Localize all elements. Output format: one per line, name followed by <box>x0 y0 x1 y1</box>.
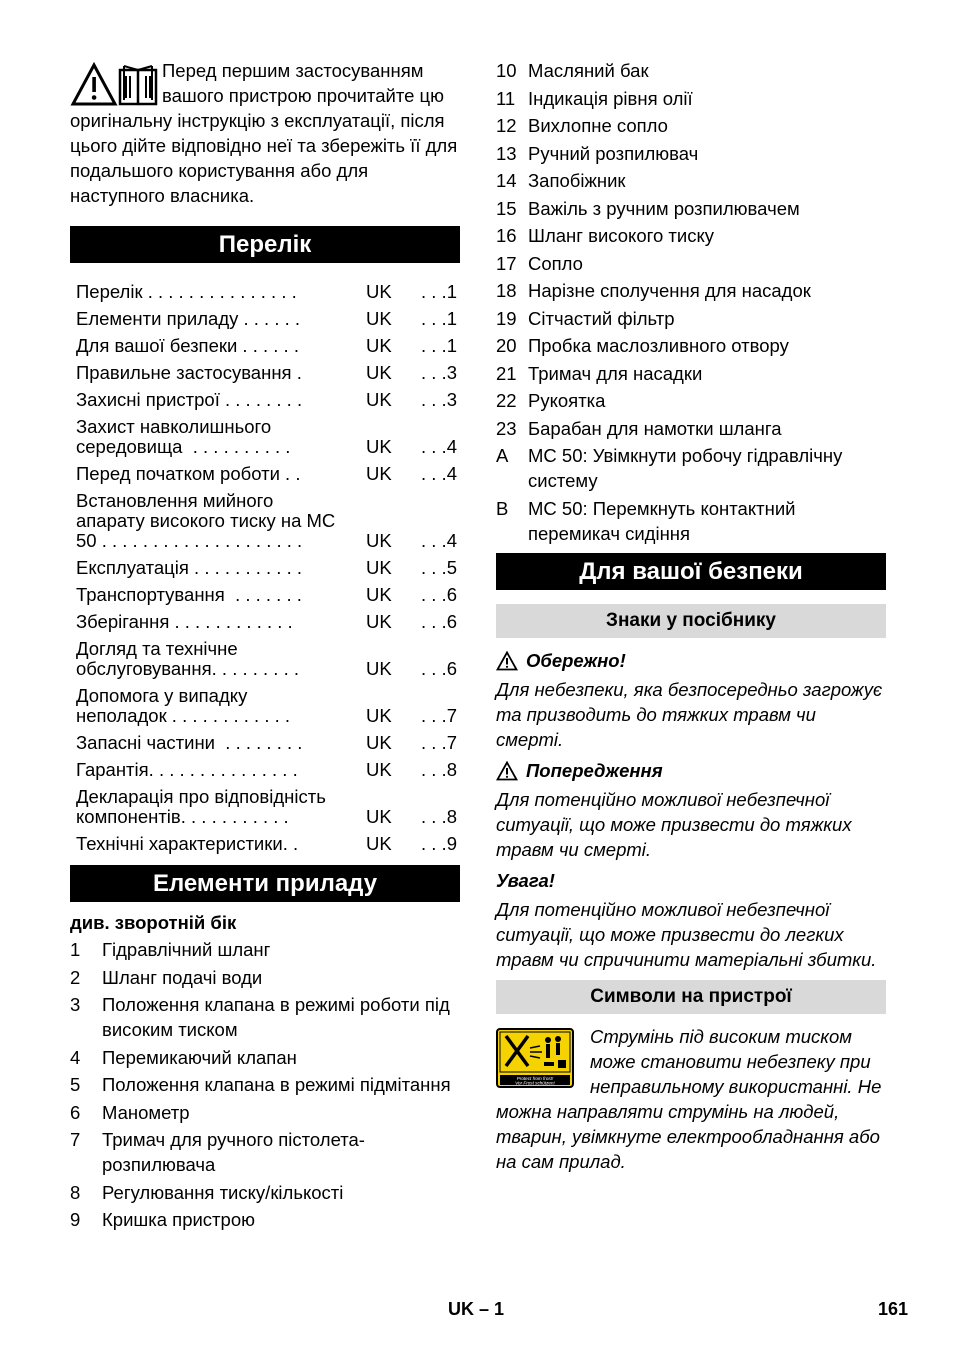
footer-language-page: UK – 1 <box>448 1299 505 1319</box>
list-item <box>70 1179 460 1207</box>
toc-entry-title: Перелік . . . . . . . . . . . . . . . <box>76 281 297 302</box>
toc-entry-title: Захисні пристрої . . . . . . . . <box>76 389 303 410</box>
toc-entry-title: Експлуатація . . . . . . . . . . . <box>76 557 302 578</box>
toc-entry-page: . . .8 <box>421 806 457 827</box>
list-item-text: Ручний розпилювач <box>528 142 699 164</box>
symbols-title: Символи на пристрої <box>496 980 886 1014</box>
toc-entry[interactable] <box>76 831 460 858</box>
toc-entry[interactable] <box>76 555 460 582</box>
footer-page-number: 161 <box>878 1299 909 1319</box>
list-item <box>70 1071 460 1099</box>
toc-entry-page: . . .5 <box>421 557 457 578</box>
toc-entry-language: UK <box>366 806 392 827</box>
list-item-text: Важіль з ручним розпилювачем <box>528 197 800 219</box>
list-item-number: 14 <box>496 170 517 191</box>
toc-entry-language: UK <box>366 281 392 302</box>
list-item-number: 22 <box>496 390 517 411</box>
list-item <box>496 195 886 223</box>
list-item <box>70 991 460 1044</box>
list-item-text: Сопло <box>528 252 583 274</box>
list-item <box>496 495 886 548</box>
list-item-number: 20 <box>496 335 517 356</box>
toc-entry[interactable] <box>76 279 460 306</box>
caution-text: Для потенційно можливої небезпечної ситуації, що може призвести до легких травм чи спричинити матеріальні збитки. <box>496 899 877 970</box>
toc-entry-page: . . .6 <box>421 584 457 605</box>
danger-heading <box>496 648 886 673</box>
toc-entry-page: . . .1 <box>421 335 457 356</box>
list-item-number: 9 <box>70 1209 81 1230</box>
list-item <box>496 112 886 140</box>
intro-text: Перед першим застосуванням вашого пристрою прочитайте цю оригінальну інструкцію з експлуатації, після цього дійте відповідно неї та збережіть її для подальшого користування або для наступного власника. <box>70 60 458 206</box>
list-item <box>496 442 886 495</box>
list-item <box>496 277 886 305</box>
list-item-number: 23 <box>496 417 517 439</box>
warning-triangle-icon <box>496 651 518 671</box>
symbol-label-2: Vor Frost schützen! <box>515 1080 555 1086</box>
toc-entry[interactable] <box>76 488 460 555</box>
list-item <box>496 167 886 195</box>
safety-title: Для вашої безпеки <box>496 553 886 590</box>
danger-label: Обережно! <box>526 650 626 671</box>
toc-entry-title: Догляд та технічне обслуговування. . . . . . . . . <box>76 638 300 679</box>
list-item <box>496 415 886 443</box>
list-item-number: A <box>496 445 509 466</box>
list-item-number: 8 <box>70 1181 81 1203</box>
list-item <box>70 1126 460 1179</box>
right-column <box>496 58 886 1174</box>
elements-list-left <box>70 936 460 1234</box>
toc-entry-page: . . .4 <box>421 436 457 457</box>
elements-list-right <box>496 57 886 547</box>
list-item-text: Масляний бак <box>528 60 649 81</box>
list-item-text: Кришка пристрою <box>102 1209 255 1230</box>
toc-entry-page: . . .1 <box>421 308 457 329</box>
list-item-text: Індикація рівня олії <box>528 87 693 109</box>
toc-entry[interactable] <box>76 757 460 784</box>
elements-subtitle: див. зворотній бік <box>70 912 237 933</box>
list-item-text: Регулювання тиску/кількості <box>102 1181 344 1203</box>
toc-entry-page: . . .3 <box>421 362 457 383</box>
toc-entry-title: Гарантія. . . . . . . . . . . . . . . <box>76 759 298 780</box>
toc-entry-language: UK <box>366 335 392 356</box>
toc-entry-language: UK <box>366 759 392 780</box>
list-item-number: 7 <box>70 1129 81 1150</box>
toc-entry[interactable] <box>76 582 460 609</box>
caution-heading <box>496 868 886 893</box>
symbol-block <box>496 1024 886 1174</box>
list-item-number: 4 <box>70 1046 81 1068</box>
toc-entry-page: . . .7 <box>421 705 457 726</box>
intro-block <box>70 58 460 208</box>
list-item <box>70 964 460 992</box>
list-item-text: Шланг подачі води <box>102 966 263 988</box>
list-item <box>496 360 886 388</box>
list-item-text: Гідравлічний шланг <box>102 939 271 960</box>
warning-label: Попередження <box>526 760 663 781</box>
list-item-text: Пробка маслозливного отвору <box>528 335 789 356</box>
list-item-text: Положення клапана в режимі підмітання <box>102 1074 451 1095</box>
toc-entry-language: UK <box>366 833 392 854</box>
list-item <box>70 1044 460 1072</box>
toc-entry-title: Для вашої безпеки . . . . . . <box>76 335 299 356</box>
toc-entry-title: Запасні частини . . . . . . . . <box>76 732 303 753</box>
danger-text: Для небезпеки, яка безпосередньо загрожує та призводить до тяжких травм чи смерті. <box>496 679 883 750</box>
list-item-text: Сітчастий фільтр <box>528 307 675 329</box>
toc-entry-title: Встановлення мийного апарату високого тиску на MC 50 . . . . . . . . . . . . . . . . . . . . <box>76 490 336 551</box>
toc-entry-page: . . .3 <box>421 389 457 410</box>
toc-entry-page: . . .8 <box>421 759 457 780</box>
toc-entry-page: . . .4 <box>421 463 457 484</box>
list-item-number: 1 <box>70 939 81 960</box>
warning-text: Для потенційно можливої небезпечної ситуації, що може призвести до тяжких травм чи смерті. <box>496 789 852 860</box>
warning-read-manual-icon <box>70 62 162 108</box>
list-item-number: 21 <box>496 362 517 384</box>
toc-entry[interactable] <box>76 306 460 333</box>
list-item-number: 19 <box>496 307 517 329</box>
symbol-text: Струмінь під високим тиском може становити небезпеку при неправильному використанні. Не можна направляти струмінь на людей, тварин, увімкнуте електрообладнання або на сам прилад. <box>496 1026 882 1172</box>
list-item <box>496 305 886 333</box>
toc-entry-title: Захист навколишнього середовища . . . . . . . . . . <box>76 416 291 457</box>
list-item-text: Шланг високого тиску <box>528 225 715 246</box>
toc-entry[interactable] <box>76 387 460 414</box>
list-item <box>70 1099 460 1127</box>
toc-entry[interactable] <box>76 683 460 730</box>
toc-entry[interactable] <box>76 461 460 488</box>
toc-entry-language: UK <box>366 389 392 410</box>
list-item-text: MC 50: Перемкнуть контактний перемикач сидіння <box>528 497 796 544</box>
list-item <box>70 936 460 964</box>
list-item-text: Нарізне сполучення для насадок <box>528 280 811 301</box>
list-item <box>496 140 886 168</box>
list-item-number: 12 <box>496 115 517 136</box>
elements-title: Елементи приладу <box>70 865 460 902</box>
list-item-number: 2 <box>70 966 81 988</box>
toc-entry-page: . . .9 <box>421 833 457 854</box>
toc-entry-title: Зберігання . . . . . . . . . . . . <box>76 611 293 632</box>
toc-entry[interactable] <box>76 333 460 360</box>
list-item-number: 5 <box>70 1074 81 1095</box>
toc-entry-title: Перед початком роботи . . <box>76 463 301 484</box>
toc-entry-language: UK <box>366 658 392 679</box>
toc-entry-page: . . .6 <box>421 658 457 679</box>
signs-title: Знаки у посібнику <box>496 604 886 638</box>
toc-entry-language: UK <box>366 611 392 632</box>
high-pressure-jet-warning-icon <box>496 1028 574 1088</box>
list-item <box>496 250 886 278</box>
list-item-text: Барабан для намотки шланга <box>528 417 782 439</box>
toc-entry-page: . . .6 <box>421 611 457 632</box>
list-item-number: 10 <box>496 60 517 81</box>
list-item <box>496 85 886 113</box>
list-item <box>496 222 886 250</box>
toc-entry-language: UK <box>366 530 392 551</box>
toc-entry[interactable] <box>76 414 460 461</box>
list-item-text: Манометр <box>102 1101 190 1123</box>
toc-entry[interactable] <box>76 609 460 636</box>
toc-entry-title: Технічні характеристики. . <box>76 833 299 854</box>
toc-entry-language: UK <box>366 557 392 578</box>
table-of-contents <box>70 279 460 858</box>
list-item <box>496 387 886 415</box>
toc-entry-language: UK <box>366 362 392 383</box>
caution-label: Увага! <box>496 870 555 891</box>
toc-entry[interactable] <box>76 784 460 831</box>
warning-triangle-icon <box>496 761 518 781</box>
toc-entry-language: UK <box>366 732 392 753</box>
toc-entry-title: Елементи приладу . . . . . . <box>76 308 301 329</box>
list-item-number: 11 <box>496 87 516 109</box>
list-item-number: 17 <box>496 252 517 274</box>
list-item-text: MC 50: Увімкнути робочу гідравлічну систему <box>528 445 843 491</box>
list-item-number: B <box>496 497 509 519</box>
list-item-text: Положення клапана в режимі роботи під високим тиском <box>102 994 450 1040</box>
warning-heading <box>496 758 886 783</box>
list-item-number: 18 <box>496 280 517 301</box>
list-item <box>496 332 886 360</box>
list-item-text: Перемикаючий клапан <box>102 1046 297 1068</box>
left-column <box>70 58 460 1234</box>
symbol-label-1: Protect from frost! <box>516 1076 554 1081</box>
list-item <box>496 57 886 85</box>
list-item-text: Тримач для насадки <box>528 362 703 384</box>
list-item-number: 3 <box>70 994 81 1015</box>
toc-entry-language: UK <box>366 705 392 726</box>
toc-entry[interactable] <box>76 636 460 683</box>
list-item-text: Вихлопне сопло <box>528 115 668 136</box>
list-item-text: Запобіжник <box>528 170 626 191</box>
list-item-number: 13 <box>496 142 517 164</box>
list-item-number: 16 <box>496 225 517 246</box>
toc-entry-language: UK <box>366 308 392 329</box>
toc-entry[interactable] <box>76 360 460 387</box>
list-item-text: Рукоятка <box>528 390 606 411</box>
toc-entry-page: . . .1 <box>421 281 457 302</box>
toc-entry-language: UK <box>366 463 392 484</box>
toc-entry-title: Правильне застосування . <box>76 362 302 383</box>
toc-entry-language: UK <box>366 584 392 605</box>
toc-entry-title: Декларація про відповідність компонентів. . . . . . . . . . . <box>76 786 326 827</box>
list-item-number: 15 <box>496 197 517 219</box>
list-item <box>70 1206 460 1234</box>
list-item-text: Тримач для ручного пістолета-розпилювача <box>102 1129 365 1175</box>
toc-title: Перелік <box>70 226 460 263</box>
list-item-number: 6 <box>70 1101 81 1123</box>
toc-entry-title: Транспортування . . . . . . . <box>76 584 302 605</box>
toc-entry[interactable] <box>76 730 460 757</box>
toc-entry-page: . . .7 <box>421 732 457 753</box>
toc-entry-page: . . .4 <box>421 530 457 551</box>
toc-entry-title: Допомога у випадку неполадок . . . . . . . . . . . . <box>76 685 291 726</box>
toc-entry-language: UK <box>366 436 392 457</box>
